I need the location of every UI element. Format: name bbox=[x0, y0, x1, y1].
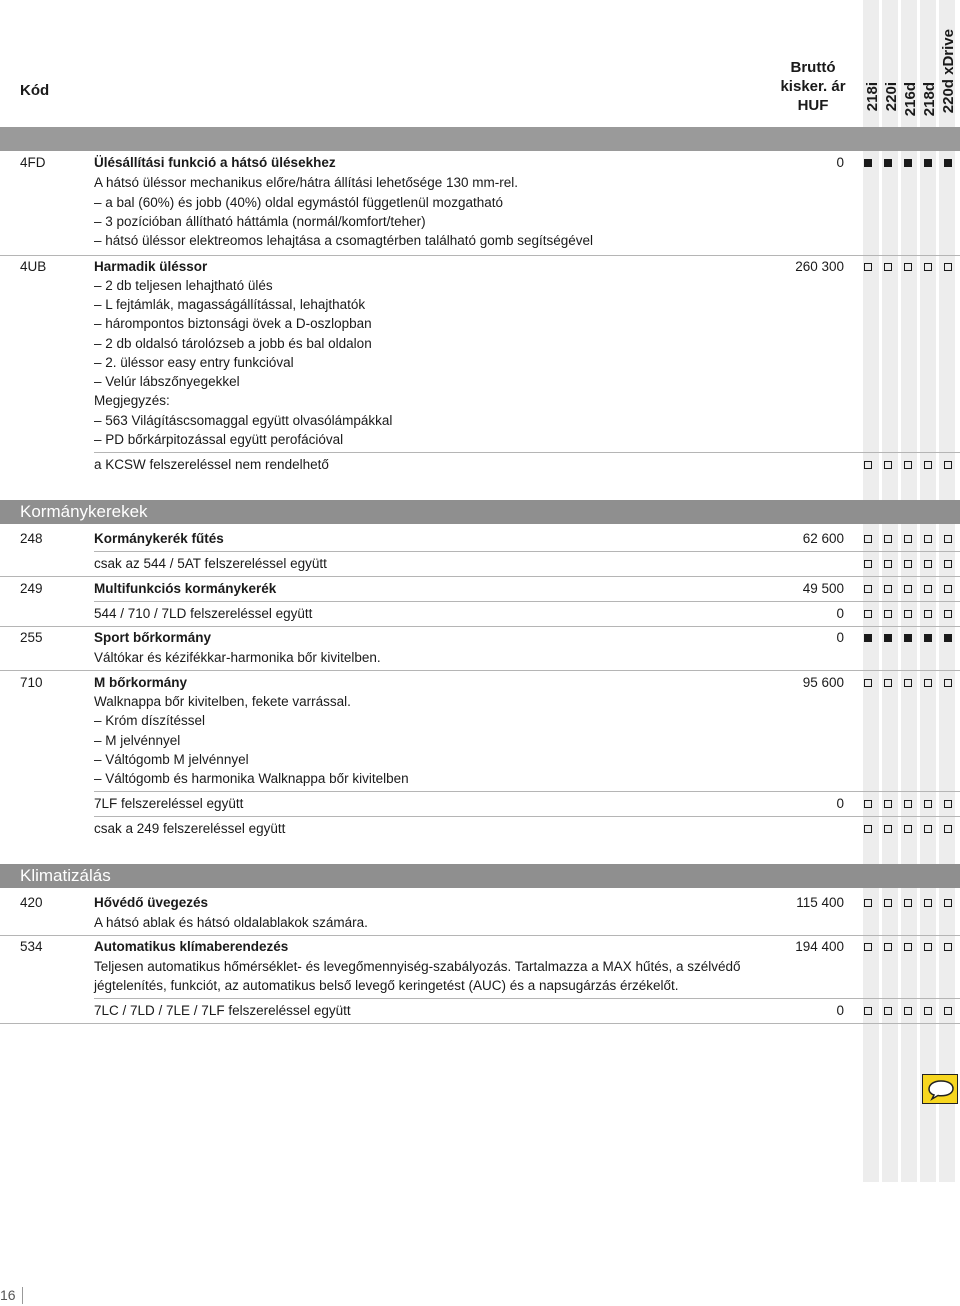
optional-mark bbox=[924, 461, 932, 469]
optional-mark bbox=[864, 825, 872, 833]
row-description: – Váltógomb és harmonika Walknappa bőr kivitelben bbox=[94, 771, 409, 786]
optional-mark bbox=[944, 585, 952, 593]
optional-mark bbox=[904, 943, 912, 951]
optional-mark bbox=[944, 263, 952, 271]
price-column-header bbox=[770, 58, 856, 115]
model-header-216d: 216d bbox=[902, 82, 919, 117]
optional-mark bbox=[904, 535, 912, 543]
row-divider bbox=[0, 935, 960, 936]
row-description: – hárompontos biztonsági övek a D-oszlopban bbox=[94, 316, 372, 331]
optional-mark bbox=[904, 560, 912, 568]
row-description: – a bal (60%) és jobb (40%) oldal egymástól függetlenül mozgatható bbox=[94, 195, 503, 210]
optional-mark bbox=[944, 610, 952, 618]
row-title: Kormánykerék fűtés bbox=[94, 531, 224, 546]
row-divider bbox=[0, 670, 960, 671]
availability-marks bbox=[864, 800, 952, 808]
optional-mark bbox=[924, 679, 932, 687]
optional-mark bbox=[884, 1007, 892, 1015]
row-description: – Króm díszítéssel bbox=[94, 713, 206, 728]
optional-mark bbox=[944, 800, 952, 808]
row-description: jégtelenítés, funkciót, az automatikus belső levegő keringetést (AUC) és a napsugárzás érzékelőt. bbox=[94, 978, 679, 993]
standard-mark bbox=[884, 159, 892, 167]
availability-marks bbox=[864, 560, 952, 568]
row-divider bbox=[0, 626, 960, 627]
optional-mark bbox=[924, 1007, 932, 1015]
model-header-220i: 220i bbox=[883, 82, 900, 112]
price-header-line: kisker. ár bbox=[780, 78, 846, 95]
optional-mark bbox=[924, 585, 932, 593]
standard-mark bbox=[884, 634, 892, 642]
optional-mark bbox=[944, 943, 952, 951]
availability-marks bbox=[864, 461, 952, 469]
optional-mark bbox=[884, 535, 892, 543]
optional-mark bbox=[924, 535, 932, 543]
availability-marks bbox=[864, 610, 952, 618]
optional-mark bbox=[884, 560, 892, 568]
availability-marks bbox=[864, 585, 952, 593]
row-description: Teljesen automatikus hőmérséklet- és levegőmennyiség-szabályozás. Tartalmazza a MAX hűtés, a szélvédő bbox=[94, 959, 741, 974]
standard-mark bbox=[864, 634, 872, 642]
row-condition: 7LF felszereléssel együtt bbox=[94, 796, 244, 811]
row-description: – L fejtámlák, magasságállítással, lehajthatók bbox=[94, 297, 366, 312]
code-column-header: Kód bbox=[20, 82, 50, 99]
model-header-220d-xdrive: 220d xDrive bbox=[940, 29, 957, 114]
row-divider bbox=[94, 551, 960, 552]
row-description: Váltókar és kézifékkar-harmonika bőr kivitelben. bbox=[94, 650, 381, 665]
row-condition: csak az 544 / 5AT felszereléssel együtt bbox=[94, 556, 327, 571]
optional-mark bbox=[944, 679, 952, 687]
optional-mark bbox=[864, 899, 872, 907]
speech-bubble-icon[interactable] bbox=[922, 1074, 958, 1104]
optional-mark bbox=[884, 610, 892, 618]
page-number-divider bbox=[22, 1287, 23, 1304]
standard-mark bbox=[904, 159, 912, 167]
optional-mark bbox=[904, 800, 912, 808]
optional-mark bbox=[864, 800, 872, 808]
row-code: 420 bbox=[20, 895, 43, 910]
model-header-218d: 218d bbox=[921, 82, 938, 117]
row-divider bbox=[0, 576, 960, 577]
optional-mark bbox=[924, 610, 932, 618]
optional-mark bbox=[924, 800, 932, 808]
availability-marks bbox=[864, 263, 952, 271]
optional-mark bbox=[904, 825, 912, 833]
optional-mark bbox=[924, 560, 932, 568]
optional-mark bbox=[884, 800, 892, 808]
standard-mark bbox=[944, 634, 952, 642]
optional-mark bbox=[884, 461, 892, 469]
optional-mark bbox=[864, 943, 872, 951]
standard-mark bbox=[904, 634, 912, 642]
optional-mark bbox=[904, 263, 912, 271]
row-price: 0 bbox=[836, 630, 844, 645]
row-divider bbox=[94, 816, 960, 817]
optional-mark bbox=[904, 610, 912, 618]
row-divider bbox=[94, 452, 960, 453]
standard-mark bbox=[924, 159, 932, 167]
availability-marks bbox=[864, 825, 952, 833]
optional-mark bbox=[864, 535, 872, 543]
row-title: Hővédő üvegezés bbox=[94, 895, 209, 910]
section-title: Klimatizálás bbox=[20, 866, 111, 885]
row-price: 0 bbox=[836, 155, 844, 170]
row-description: – Velúr lábszőnyegekkel bbox=[94, 374, 240, 389]
price-header-line: Bruttó bbox=[790, 59, 836, 76]
optional-mark bbox=[944, 461, 952, 469]
row-description: – M jelvénnyel bbox=[94, 733, 181, 748]
availability-marks bbox=[864, 679, 952, 687]
optional-mark bbox=[924, 263, 932, 271]
row-code: 255 bbox=[20, 630, 43, 645]
availability-marks bbox=[864, 634, 952, 642]
optional-mark bbox=[864, 461, 872, 469]
optional-mark bbox=[904, 899, 912, 907]
row-price: 95 600 bbox=[802, 675, 844, 690]
row-divider bbox=[94, 601, 960, 602]
row-code: 249 bbox=[20, 581, 43, 596]
row-description: – Váltógomb M jelvénnyel bbox=[94, 752, 249, 767]
optional-mark bbox=[864, 585, 872, 593]
row-condition: 544 / 710 / 7LD felszereléssel együtt bbox=[94, 606, 313, 621]
optional-mark bbox=[904, 679, 912, 687]
speech-bubble-glyph bbox=[927, 1079, 955, 1101]
section-header-steering bbox=[0, 500, 960, 524]
row-code: 4UB bbox=[20, 259, 47, 274]
optional-mark bbox=[884, 943, 892, 951]
row-condition-price: 0 bbox=[836, 796, 844, 811]
row-title: Harmadik üléssor bbox=[94, 259, 208, 274]
row-condition: a KCSW felszereléssel nem rendelhető bbox=[94, 457, 329, 472]
availability-marks bbox=[864, 943, 952, 951]
optional-mark bbox=[864, 1007, 872, 1015]
row-description: A hátsó ablak és hátsó oldalablakok számára. bbox=[94, 915, 368, 930]
optional-mark bbox=[864, 560, 872, 568]
row-title: Multifunkciós kormánykerék bbox=[94, 581, 277, 596]
row-description: – 563 Világításcsomaggal együtt olvasólámpákkal bbox=[94, 413, 393, 428]
availability-marks bbox=[864, 899, 952, 907]
optional-mark bbox=[884, 263, 892, 271]
row-price: 194 400 bbox=[795, 939, 844, 954]
row-condition-price: 0 bbox=[836, 1003, 844, 1018]
row-title: Ülésállítási funkció a hátsó ülésekhez bbox=[94, 155, 336, 170]
section-title: Kormánykerekek bbox=[20, 502, 148, 521]
optional-mark bbox=[944, 899, 952, 907]
row-condition: 7LC / 7LD / 7LE / 7LF felszereléssel együtt bbox=[94, 1003, 351, 1018]
row-price: 115 400 bbox=[796, 895, 844, 910]
optional-mark bbox=[904, 585, 912, 593]
row-code: 534 bbox=[20, 939, 43, 954]
optional-mark bbox=[924, 943, 932, 951]
header-bar bbox=[0, 127, 960, 151]
optional-mark bbox=[944, 1007, 952, 1015]
row-description: – PD bőrkárpitozással együtt perofációval bbox=[94, 432, 344, 447]
row-divider bbox=[0, 255, 960, 256]
row-price: 260 300 bbox=[795, 259, 844, 274]
optional-mark bbox=[884, 899, 892, 907]
optional-mark bbox=[884, 585, 892, 593]
model-header-218i: 218i bbox=[864, 82, 881, 112]
standard-mark bbox=[864, 159, 872, 167]
row-description: A hátsó üléssor mechanikus előre/hátra állítási lehetősége 130 mm-rel. bbox=[94, 175, 518, 190]
optional-mark bbox=[884, 825, 892, 833]
row-condition: csak a 249 felszereléssel együtt bbox=[94, 821, 286, 836]
optional-mark bbox=[864, 610, 872, 618]
row-code: 4FD bbox=[20, 155, 46, 170]
price-header-line: HUF bbox=[797, 97, 829, 114]
availability-marks bbox=[864, 159, 952, 167]
availability-marks bbox=[864, 535, 952, 543]
row-divider bbox=[0, 1023, 960, 1024]
standard-mark bbox=[924, 634, 932, 642]
optional-mark bbox=[864, 679, 872, 687]
row-description: – 2 db teljesen lehajtható ülés bbox=[94, 278, 273, 293]
standard-mark bbox=[944, 159, 952, 167]
row-description: – 2. üléssor easy entry funkcióval bbox=[94, 355, 294, 370]
optional-mark bbox=[884, 679, 892, 687]
row-code: 248 bbox=[20, 531, 43, 546]
row-title: Sport bőrkormány bbox=[94, 630, 212, 645]
row-divider bbox=[94, 791, 960, 792]
optional-mark bbox=[944, 825, 952, 833]
row-title: M bőrkormány bbox=[94, 675, 188, 690]
availability-marks bbox=[864, 1007, 952, 1015]
optional-mark bbox=[924, 899, 932, 907]
row-code: 710 bbox=[20, 675, 43, 690]
row-price: 49 500 bbox=[802, 581, 844, 596]
optional-mark bbox=[864, 263, 872, 271]
optional-mark bbox=[904, 1007, 912, 1015]
row-description: Megjegyzés: bbox=[94, 393, 170, 408]
optional-mark bbox=[924, 825, 932, 833]
row-divider bbox=[94, 998, 960, 999]
row-description: – 2 db oldalsó tárolózseb a jobb és bal oldalon bbox=[94, 336, 372, 351]
section-header-climate bbox=[0, 864, 960, 888]
page-number: 16 bbox=[0, 1287, 16, 1303]
optional-mark bbox=[904, 461, 912, 469]
row-condition-price: 0 bbox=[836, 606, 844, 621]
row-description: – 3 pozícióban állítható háttámla (normál/komfort/teher) bbox=[94, 214, 426, 229]
row-description: – hátsó üléssor elektreomos lehajtása a csomagtérben található gomb segítségével bbox=[94, 233, 594, 248]
row-title: Automatikus klímaberendezés bbox=[94, 939, 289, 954]
row-price: 62 600 bbox=[802, 531, 844, 546]
row-description: Walknappa bőr kivitelben, fekete varrással. bbox=[94, 694, 351, 709]
optional-mark bbox=[944, 535, 952, 543]
optional-mark bbox=[944, 560, 952, 568]
